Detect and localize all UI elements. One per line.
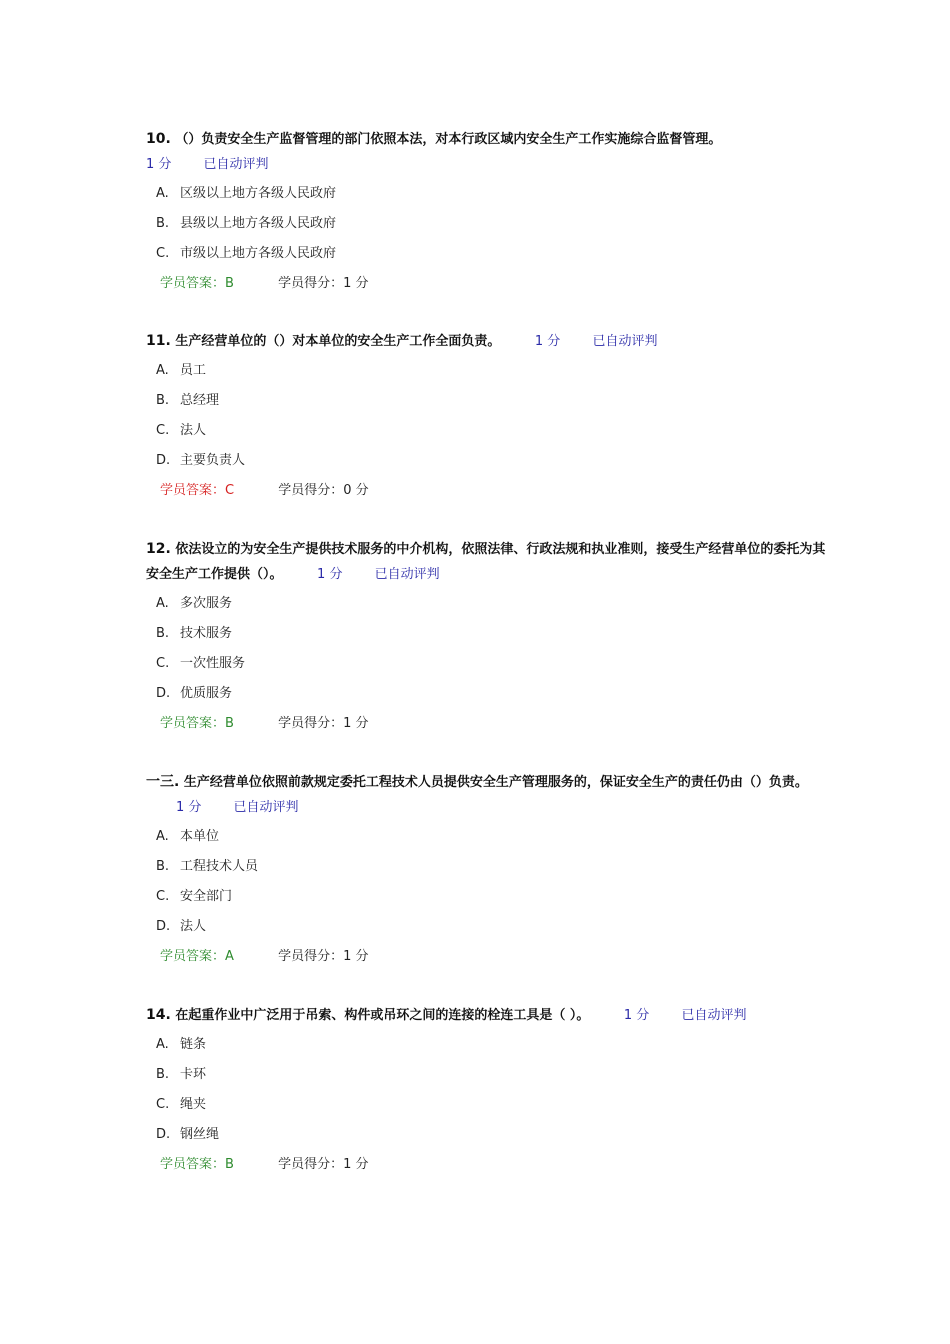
- question-number: 10.: [146, 131, 171, 147]
- student-score-value: 1 分: [343, 716, 369, 731]
- option-letter: B.: [156, 393, 170, 408]
- option-letter: D.: [156, 686, 171, 701]
- grading-status: 已自动评判: [374, 567, 440, 582]
- question-score: 1 分: [176, 800, 202, 815]
- answer-line: [160, 483, 826, 499]
- grading-status: 已自动评判: [592, 334, 658, 349]
- option-text: 区级以上地方各级人民政府: [180, 186, 337, 201]
- option-letter: C.: [156, 246, 170, 261]
- option-text: 多次服务: [180, 596, 233, 611]
- option-a: [156, 363, 826, 379]
- question-number: 12.: [146, 541, 171, 557]
- answer-line: [160, 716, 826, 732]
- question-text: 生产经营单位的（）对本单位的安全生产工作全面负责。: [175, 334, 501, 349]
- question-11: [146, 329, 826, 499]
- question-meta: [146, 800, 299, 815]
- option-c: [156, 1097, 826, 1113]
- question-number: 14.: [146, 1007, 171, 1023]
- option-a: [156, 596, 826, 612]
- option-text: 县级以上地方各级人民政府: [180, 216, 337, 231]
- option-letter: B.: [156, 216, 170, 231]
- option-text: 链条: [180, 1037, 207, 1052]
- student-score-label: 学员得分：: [278, 276, 344, 291]
- option-text: 员工: [180, 363, 207, 378]
- question-title: [146, 770, 826, 820]
- student-answer-value: B: [225, 716, 234, 731]
- option-b: [156, 393, 826, 409]
- question-meta: [287, 567, 440, 582]
- question-12: [146, 537, 826, 732]
- option-c: [156, 246, 826, 262]
- question-text: 依法设立的为安全生产提供技术服务的中介机构，依照法律、行政法规和执业准则，接受生产经营单位的委托为其安全生产工作提供（）。: [146, 542, 826, 582]
- student-score-value: 1 分: [343, 949, 369, 964]
- student-score-label: 学员得分：: [278, 949, 344, 964]
- student-score-label: 学员得分：: [278, 483, 344, 498]
- student-score-value: 1 分: [343, 276, 369, 291]
- question-title: [146, 537, 826, 587]
- student-score-value: 0 分: [343, 483, 369, 498]
- question-title: [146, 329, 826, 354]
- option-text: 总经理: [180, 393, 220, 408]
- option-letter: B.: [156, 859, 170, 874]
- question-meta: [594, 1008, 747, 1023]
- question-score: 1 分: [623, 1008, 650, 1023]
- option-letter: B.: [156, 626, 170, 641]
- option-letter: D.: [156, 1127, 171, 1142]
- answer-line: [160, 276, 826, 292]
- option-text: 法人: [180, 423, 207, 438]
- student-answer-label: 学员答案：: [160, 276, 226, 291]
- student-answer-value: B: [225, 1157, 234, 1172]
- question-text: 生产经营单位依照前款规定委托工程技术人员提供安全生产管理服务的，保证安全生产的责任仍由（）负责。: [183, 775, 808, 790]
- student-answer-label: 学员答案：: [160, 1157, 226, 1172]
- student-answer-label: 学员答案：: [160, 716, 226, 731]
- student-answer-label: 学员答案：: [160, 483, 226, 498]
- answer-line: [160, 949, 826, 965]
- option-b: [156, 1067, 826, 1083]
- option-d: [156, 686, 826, 702]
- option-letter: A.: [156, 186, 169, 201]
- option-b: [156, 626, 826, 642]
- option-d: [156, 919, 826, 935]
- student-score-value: 1 分: [343, 1157, 369, 1172]
- option-d: [156, 1127, 826, 1143]
- option-text: 卡环: [180, 1067, 207, 1082]
- grading-status: 已自动评判: [681, 1008, 747, 1023]
- question-meta: [146, 152, 826, 177]
- option-text: 法人: [180, 919, 207, 934]
- question-score: 1 分: [317, 567, 343, 582]
- option-text: 技术服务: [180, 626, 233, 641]
- option-text: 安全部门: [180, 889, 233, 904]
- option-letter: A.: [156, 596, 169, 611]
- option-text: 优质服务: [180, 686, 233, 701]
- option-a: [156, 186, 826, 202]
- option-b: [156, 859, 826, 875]
- question-score: 1 分: [534, 334, 561, 349]
- option-c: [156, 889, 826, 905]
- question-10: [146, 127, 826, 292]
- question-meta: [505, 334, 658, 349]
- question-text: （）负责安全生产监督管理的部门依照本法，对本行政区域内安全生产工作实施综合监督管理。: [175, 132, 722, 147]
- option-c: [156, 656, 826, 672]
- option-text: 主要负责人: [180, 453, 246, 468]
- option-letter: A.: [156, 363, 169, 378]
- option-b: [156, 216, 826, 232]
- grading-status: 已自动评判: [233, 800, 299, 815]
- option-letter: A.: [156, 1037, 169, 1052]
- option-letter: D.: [156, 919, 171, 934]
- student-answer-value: C: [225, 483, 235, 498]
- option-text: 市级以上地方各级人民政府: [180, 246, 337, 261]
- option-letter: C.: [156, 423, 170, 438]
- option-a: [156, 1037, 826, 1053]
- option-text: 本单位: [180, 829, 220, 844]
- question-score: 1 分: [146, 157, 172, 172]
- option-letter: C.: [156, 656, 170, 671]
- option-a: [156, 829, 826, 845]
- option-letter: C.: [156, 1097, 170, 1112]
- student-answer-value: B: [225, 276, 234, 291]
- question-14: [146, 1003, 826, 1173]
- option-c: [156, 423, 826, 439]
- question-13: [146, 770, 826, 965]
- option-d: [156, 453, 826, 469]
- question-number: 一三.: [146, 774, 180, 790]
- question-title: [146, 1003, 826, 1028]
- grading-status: 已自动评判: [203, 157, 269, 172]
- option-text: 工程技术人员: [180, 859, 259, 874]
- student-score-label: 学员得分：: [278, 716, 344, 731]
- option-letter: C.: [156, 889, 170, 904]
- student-answer-value: A: [225, 949, 234, 964]
- option-letter: A.: [156, 829, 169, 844]
- option-text: 一次性服务: [180, 656, 246, 671]
- student-answer-label: 学员答案：: [160, 949, 226, 964]
- question-text: 在起重作业中广泛用于吊索、构件或吊环之间的连接的栓连工具是（ ）。: [175, 1008, 590, 1023]
- answer-line: [160, 1157, 826, 1173]
- student-score-label: 学员得分：: [278, 1157, 344, 1172]
- question-number: 11.: [146, 333, 171, 349]
- option-text: 钢丝绳: [180, 1127, 220, 1142]
- option-letter: B.: [156, 1067, 170, 1082]
- question-title: [146, 127, 826, 152]
- option-text: 绳夹: [180, 1097, 207, 1112]
- option-letter: D.: [156, 453, 171, 468]
